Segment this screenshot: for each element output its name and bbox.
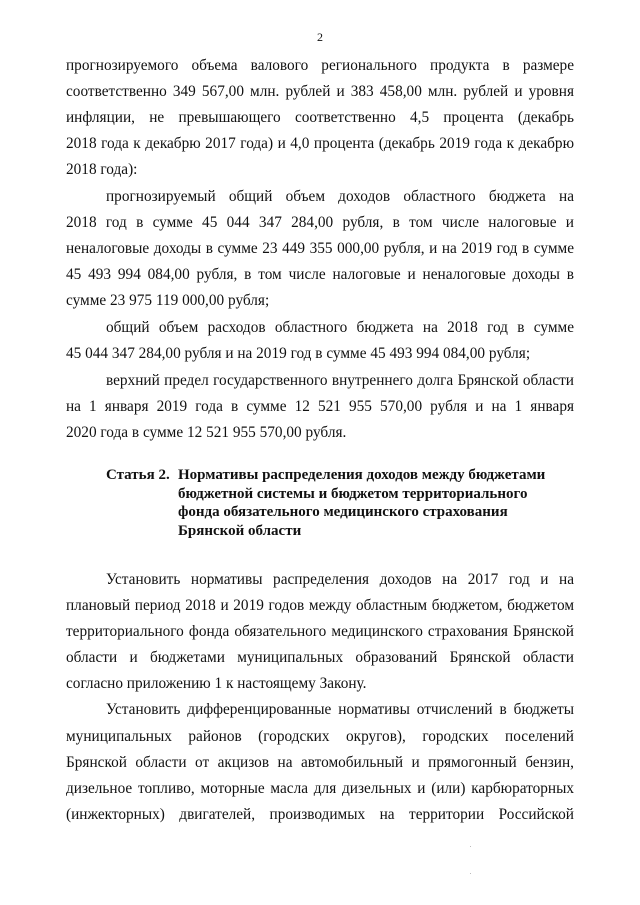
text-line: территориального фонда обязательного медицинского страхования Брянской xyxy=(66,623,574,640)
text-line: верхний предел государственного внутреннего долга Брянской области xyxy=(106,372,574,389)
text-line: 45 493 994 084,00 рубля, в том числе налоговые и неналоговые доходы в xyxy=(66,266,574,283)
article-label: Статья 2. xyxy=(106,467,170,483)
text-line: инфляции, не превышающего соответственно 4,5 процента (декабрь xyxy=(66,109,574,126)
article-title-line: Брянской области xyxy=(178,522,302,539)
text-line: Установить дифференцированные нормативы отчислений в бюджеты xyxy=(106,701,574,718)
text-line: муниципальных районов (городских округов), городских поселений xyxy=(66,728,574,745)
text-line: на 1 января 2019 года в сумме 12 521 955 570,00 рубля и на 1 января xyxy=(66,398,574,415)
text-line: 2018 год в сумме 45 044 347 284,00 рубля, в том числе налоговые и xyxy=(66,214,574,231)
text-line: 2018 года): xyxy=(66,161,138,178)
scan-speck xyxy=(470,873,471,874)
scan-speck xyxy=(470,846,471,847)
article-title-line: фонда обязательного медицинского страхования xyxy=(178,504,508,520)
article-title xyxy=(178,466,578,540)
text-line: прогнозируемого объема валового регионального продукта в размере xyxy=(66,57,574,74)
text-line: неналоговые доходы в сумме 23 449 355 000,00 рубля, и на 2019 год в сумме xyxy=(66,240,574,257)
text-line: Установить нормативы распределения доходов на 2017 год и на xyxy=(106,571,574,588)
text-line: Брянской области от акцизов на автомобильный и прямогонный бензин, xyxy=(66,754,574,771)
text-line: согласно приложению 1 к настоящему Закону. xyxy=(66,675,367,692)
article-title-line: бюджетной системы и бюджетом территориального xyxy=(178,485,528,502)
text-line: 2018 года к декабрю 2017 года) и 4,0 процента (декабрь 2019 года к декабрю xyxy=(66,135,574,152)
text-line: прогнозируемый общий объем доходов областного бюджета на xyxy=(106,188,574,205)
text-line: 2020 года в сумме 12 521 955 570,00 рубля. xyxy=(66,424,347,441)
text-line: дизельное топливо, моторные масла для дизельных и (или) карбюраторных xyxy=(66,780,574,797)
text-line: плановый период 2018 и 2019 годов между областным бюджетом, бюджетом xyxy=(66,597,574,614)
text-line: области и бюджетами муниципальных образований Брянской области xyxy=(66,649,574,666)
article-title-line: Нормативы распределения доходов между бюджетами xyxy=(178,467,546,483)
text-line: сумме 23 975 119 000,00 рубля; xyxy=(66,292,270,309)
text-line: соответственно 349 567,00 млн. рублей и 383 458,00 млн. рублей и уровня xyxy=(66,83,574,100)
text-line: 45 044 347 284,00 рубля и на 2019 год в сумме 45 493 994 084,00 рубля; xyxy=(66,345,531,362)
text-line: (инжекторных) двигателей, производимых на территории Российской xyxy=(66,806,574,823)
page-number: 2 xyxy=(317,30,323,44)
text-line: общий объем расходов областного бюджета на 2018 год в сумме xyxy=(106,319,574,336)
